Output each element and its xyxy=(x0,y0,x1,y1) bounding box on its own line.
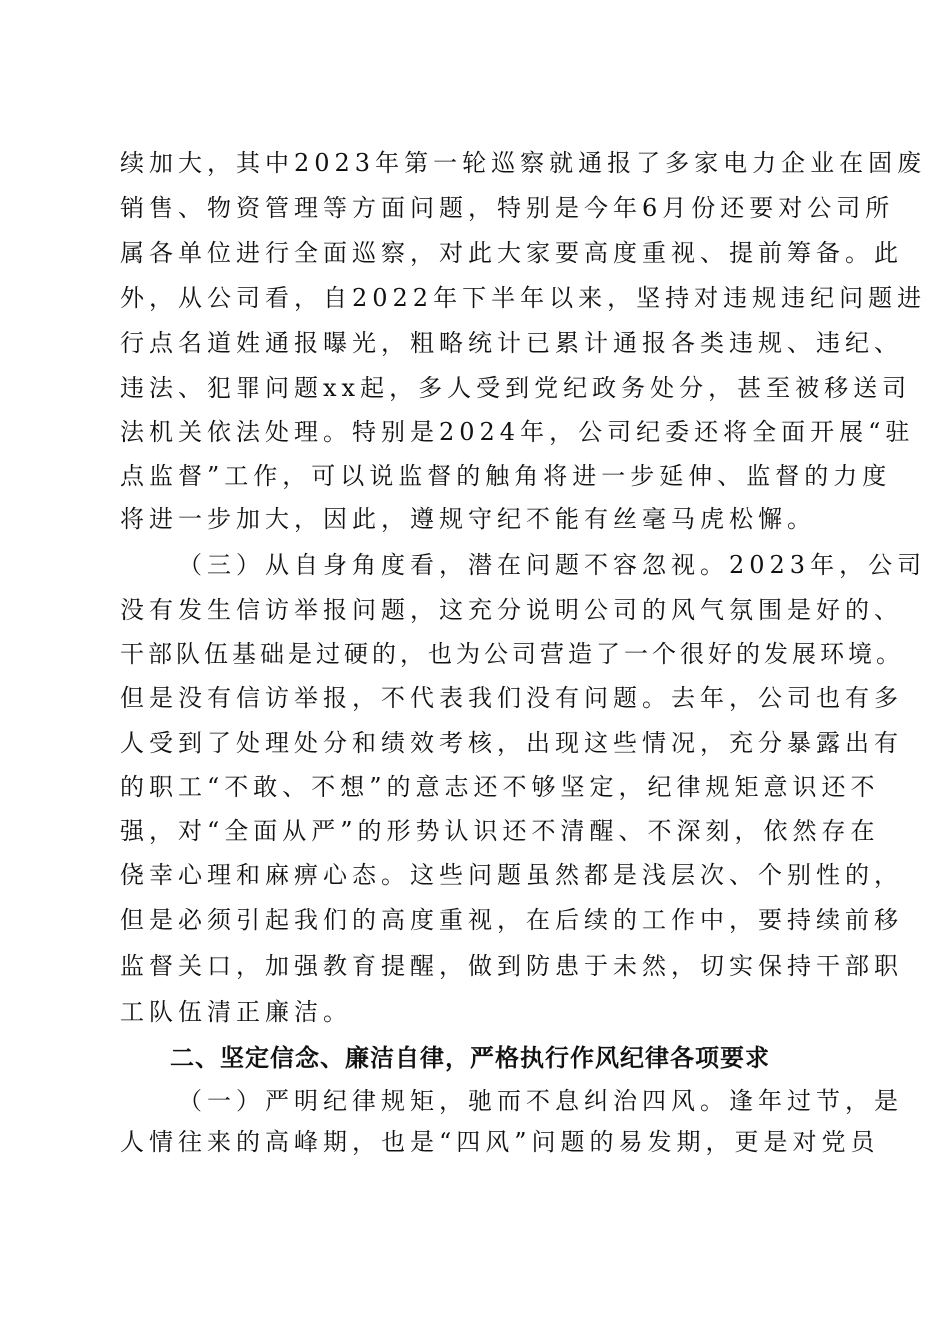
paragraph-1-line-5: 行点名道姓通报曝光，粗略统计已累计通报各类违规、违纪、 xyxy=(120,329,903,357)
paragraph-2-line-9: 但是必须引起我们的高度重视，在后续的工作中，要持续前移 xyxy=(120,906,903,934)
paragraph-1-line-2: 销售、物资管理等方面问题，特别是今年6月份还要对公司所 xyxy=(120,194,895,222)
paragraph-2-line-10: 监督关口，加强教育提醒，做到防患于未然，切实保持干部职 xyxy=(120,952,903,980)
paragraph-1-line-7: 法机关依法处理。特别是2024年，公司纪委还将全面开展“驻 xyxy=(120,418,915,446)
paragraph-2-line-1: （三）从自身角度看，潜在问题不容忽视。2023年，公司 xyxy=(178,551,927,579)
paragraph-1-line-9: 将进一步加大，因此，遵规守纪不能有丝毫马虎松懈。 xyxy=(120,505,816,533)
paragraph-2-line-2: 没有发生信访举报问题，这充分说明公司的风气氛围是好的、 xyxy=(120,596,903,624)
paragraph-1-line-3: 属各单位进行全面巡察，对此大家要高度重视、提前筹备。此 xyxy=(120,239,903,267)
paragraph-2-line-7: 强，对“全面从严”的形势认识还不清醒、不深刻，依然存在 xyxy=(120,817,880,845)
paragraph-1-line-6: 违法、犯罪问题xx起，多人受到党纪政务处分，甚至被移送司 xyxy=(120,374,912,402)
paragraph-2-line-6: 的职工“不敢、不想”的意志还不够坚定，纪律规矩意识还不 xyxy=(120,773,880,801)
paragraph-1-line-1: 续加大，其中2023年第一轮巡察就通报了多家电力企业在固废 xyxy=(120,149,927,177)
paragraph-1-line-8: 点监督”工作，可以说监督的触角将进一步延伸、监督的力度 xyxy=(120,462,892,490)
paragraph-3-line-2: 人情往来的高峰期，也是“四风”问题的易发期，更是对党员 xyxy=(120,1128,880,1156)
paragraph-1-line-4: 外，从公司看，自2022年下半年以来，坚持对违规违纪问题进 xyxy=(120,284,927,312)
paragraph-2-line-4: 但是没有信访举报，不代表我们没有问题。去年，公司也有多 xyxy=(120,684,903,712)
paragraph-2-line-11: 工队伍清正廉洁。 xyxy=(120,998,352,1026)
section-heading: 二、坚定信念、廉洁自律，严格执行作风纪律各项要求 xyxy=(170,1044,770,1072)
paragraph-2-line-3: 干部队伍基础是过硬的，也为公司营造了一个很好的发展环境。 xyxy=(120,640,904,668)
paragraph-2-line-8: 侥幸心理和麻痹心态。这些问题虽然都是浅层次、个别性的， xyxy=(120,861,903,889)
paragraph-2-line-5: 人受到了处理处分和绩效考核，出现这些情况，充分暴露出有 xyxy=(120,729,903,757)
paragraph-3-line-1: （一）严明纪律规矩，驰而不息纠治四风。逢年过节，是 xyxy=(178,1087,903,1115)
